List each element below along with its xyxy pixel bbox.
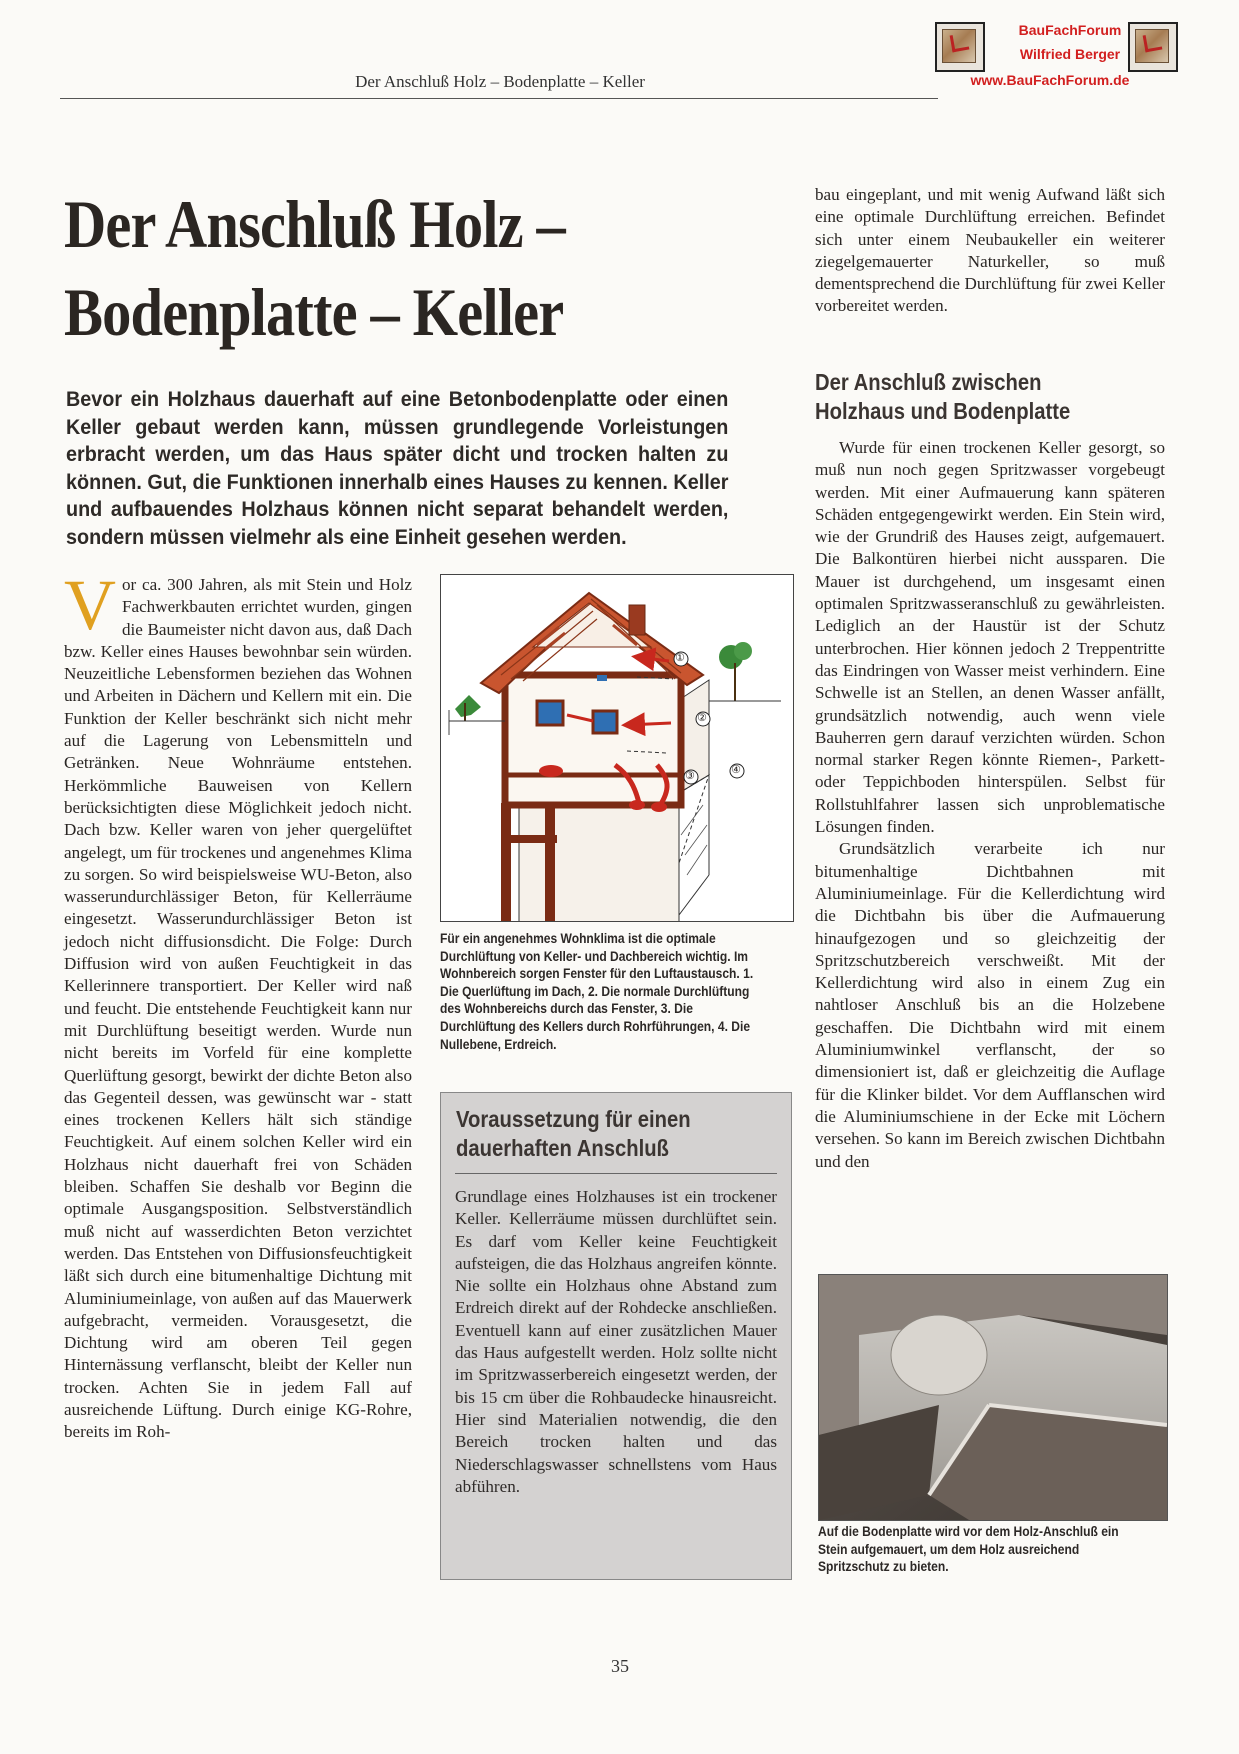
sidebar-divider	[455, 1173, 777, 1174]
figure-label-3: ③	[685, 769, 695, 782]
body-column-1	[64, 565, 412, 1444]
lead-paragraph: Bevor ein Holzhaus dauerhaft auf eine Betonbodenplatte oder einen Keller gebaut werden kann, müssen grundlegende Vorleistungen erbracht werden, um das Haus später dicht und trocken halten zu können. Gut, die Funktionen innerhalb eines Hauses zu kennen. Keller und aufbauendes Holzhaus können nicht separat behandelt werden, sondern müssen vielmehr als eine Einheit gesehen werden.	[66, 387, 729, 549]
title-line-1: Der Anschluß Holz –	[64, 186, 565, 262]
sidebar-heading: Voraussetzung für einen dauerhaften Anschluß	[456, 1106, 691, 1161]
sidebar-body: Grundlage eines Holzhauses ist ein trockener Keller. Kellerräume müssen durchlüftet sein. Es darf vom Keller keine Feuchtigkeit aufsteigen, die das Holzhaus angreifen könnte. Nie sollte ein Holzhaus ohne Abstand zum Erdreich direkt auf der Rohdecke anschließen. Eventuell kann auf einer zusätzlichen Mauer das Haus aufgestellt werden. Holz sollte nicht im Spritzwasserbereich eingesetzt werden, der bis 15 cm über die Rohbaudecke hinausreicht. Hier sind Materialien notwendig, die den Bereich trocken halten und das Niederschlagswasser schnellstens vom Haus abführen.	[455, 1187, 777, 1496]
body-column-3-top: bau eingeplant, und mit wenig Aufwand läßt sich eine optimale Durchlüftung erreichen. Befindet sich unter einem Neubaukeller ein weiterer ziegelgemauerter Naturkeller, so muß dementsprechend die Durchlüftung für zwei Keller vorbereitet werden.	[815, 185, 1165, 316]
body-column-3-paragraph-1: Wurde für einen trockenen Keller gesorgt, so muß nun noch gegen Spritzwasser vorgebeugt werden. Mit einer Aufmauerung kann späteren Schäden entgegengewirkt werden. Ein Stein wird, wie der Grundriß des Hauses zeigt, aufgemauert. Die Balkontüren hierbei nicht aussparen. Die Mauer ist durchgehend, um insgesamt einen optimalen Spritzwasseranschluß zu gewährleisten. Lediglich an der Haustür ist der Schutz unterbrochen. Hier können jedoch 2 Treppentritte das Eindringen von Wasser meist verhindern. Eine Schwelle ist an Stellen, an denen Wasser anfällt, grundsätzlich notwendig, auch wenn viele Bauherren gern darauf verzichten würden. Schon normal starker Regen könnte Riemen-, Parkett- oder Teppichboden hinterspülen. Selbst für Rollstuhlfahrer lassen sich unproblematische Lösungen finden.	[815, 438, 1165, 837]
article-title	[64, 180, 597, 356]
photo-image	[819, 1275, 1167, 1520]
bodenplatte-photo	[818, 1274, 1168, 1521]
sidebar-box	[440, 1092, 792, 1580]
house-illustration	[441, 575, 793, 921]
figure-label-4: ④	[731, 763, 741, 776]
figure-label-1: ①	[675, 651, 685, 664]
page-number: 35	[611, 1656, 629, 1676]
badge-line-author: Wilfried Berger	[1019, 46, 1121, 62]
figure-caption: Für ein angenehmes Wohnklima ist die optimale Durchlüftung von Keller- und Dachbereich wichtig. Im Wohnbereich sorgen Fenster für den Luftaustausch. 1. Die Querlüftung im Dach, 2. Die normale Durchlüftung des Wohnbereichs durch das Fenster, 3. Die Durchlüftung des Kellers durch Rohrführungen, 4. Die Nullebene, Erdreich.	[440, 931, 754, 1052]
body-column-3	[815, 437, 1165, 1173]
photo-caption: Auf die Bodenplatte wird vor dem Holz-Anschluß ein Stein aufgemauert, um dem Holz ausreichend Spritzschutz zu bieten.	[818, 1524, 1119, 1575]
badge-url-link[interactable]: www.BauFachForum.de	[970, 72, 1130, 88]
running-head: Der Anschluß Holz – Bodenplatte – Keller	[355, 72, 645, 91]
header-rule	[60, 98, 938, 99]
baufachforum-badge[interactable]	[935, 18, 1205, 94]
drop-cap: V	[64, 565, 116, 645]
badge-line-brand: BauFachForum	[1018, 22, 1122, 38]
body-column-1-text: or ca. 300 Jahren, als mit Stein und Holz Fachwerkbauten errichtet wurden, gingen die Baumeister nicht davon aus, daß Dach bzw. Keller eines Hauses bewohnbar sein würden. Neuzeitliche Lebensformen beziehen das Wohnen und Arbeiten in Dächern und Kellern mit ein. Die Funktion der Keller beschränkt sich nicht mehr auf die Lagerung von Lebensmitteln und Getränken. Neue Wohnräume entstehen. Herkömmliche Bauweisen von Kellern berücksichtigten diese Möglichkeit jedoch nicht. Dach bzw. Keller waren von jeher quergelüftet angelegt, um für trockenes und angenehmes Klima zu sorgen. So wird beispielsweise WU-Beton, also wasserundurchlässiger Beton, für Kellerräume eingesetzt. Wasserundurchlässiger Beton ist jedoch nicht diffusionsdicht. Die Folge: Durch Diffusion wird von außen Feuchtigkeit in das Kellerinnere transportiert. Der Keller wird naß und feucht. Die entstehende Feuchtigkeit kann nur mit Durchlüftung beseitigt werden. Wurde nun nicht bereits im Vorfeld für eine komplette Querlüftung gesorgt, bewirkt der dichte Beton also das Gegenteil dessen, was gewünscht war - statt eines trockenen Kellers hält sich ständige Feuchtigkeit. Auf einem solchen Keller wird ein Holzhaus nicht dauerhaft frei von Schäden bleiben. Schaffen Sie deshalb vor Beginn die optimale Ausgangsposition. Selbstverständlich muß nicht auf wasserdichten Beton verzichtet werden. Das Entstehen von Diffusionsfeuchtigkeit läßt sich durch eine bitumenhaltige Dichtung mit Aluminiumeinlage, von außen auf das Mauerwerk aufgebracht, vermeiden. Vorausgesetzt, die Dichtung wird am oberen Teil gegen Hinternässung verflanscht, bleibt der Keller nun trocken. Achten Sie in jedem Fall auf ausreichende Lüftung. Durch einige KG-Rohre, bereits im Roh-	[64, 575, 412, 1442]
body-column-3-paragraph-2: Grundsätzlich verarbeite ich nur bitumenhaltige Dichtbahnen mit Aluminiumeinlage. Für die Kellerdichtung wird die Dichtbahn bis über die Aufmauerung hinaufgezogen und so gleichzeitig der Spritzschutzbereich verschweißt. Mit der Kellerdichtung wird also in einem Zug ein nahtloser Anschluß bis an die Holzebene geschaffen. Die Dichtbahn wird mit einem Aluminiumwinkel verflanscht, der so dimensioniert ist, daß er gleichzeitig die Auflage für die Klinker bildet. Vor dem Aufflanschen wird die Aluminiumschiene in der Ecke mit Löchern versehen. So kann im Bereich zwischen Dichtbahn und den	[815, 839, 1165, 1171]
figure-label-2: ②	[697, 711, 707, 724]
logo-right-icon	[1128, 22, 1178, 72]
ventilation-diagram	[440, 574, 794, 922]
title-line-2: Bodenplatte – Keller	[64, 274, 564, 350]
section-heading: Der Anschluß zwischen Holzhaus und Bodenplatte	[815, 369, 1071, 424]
